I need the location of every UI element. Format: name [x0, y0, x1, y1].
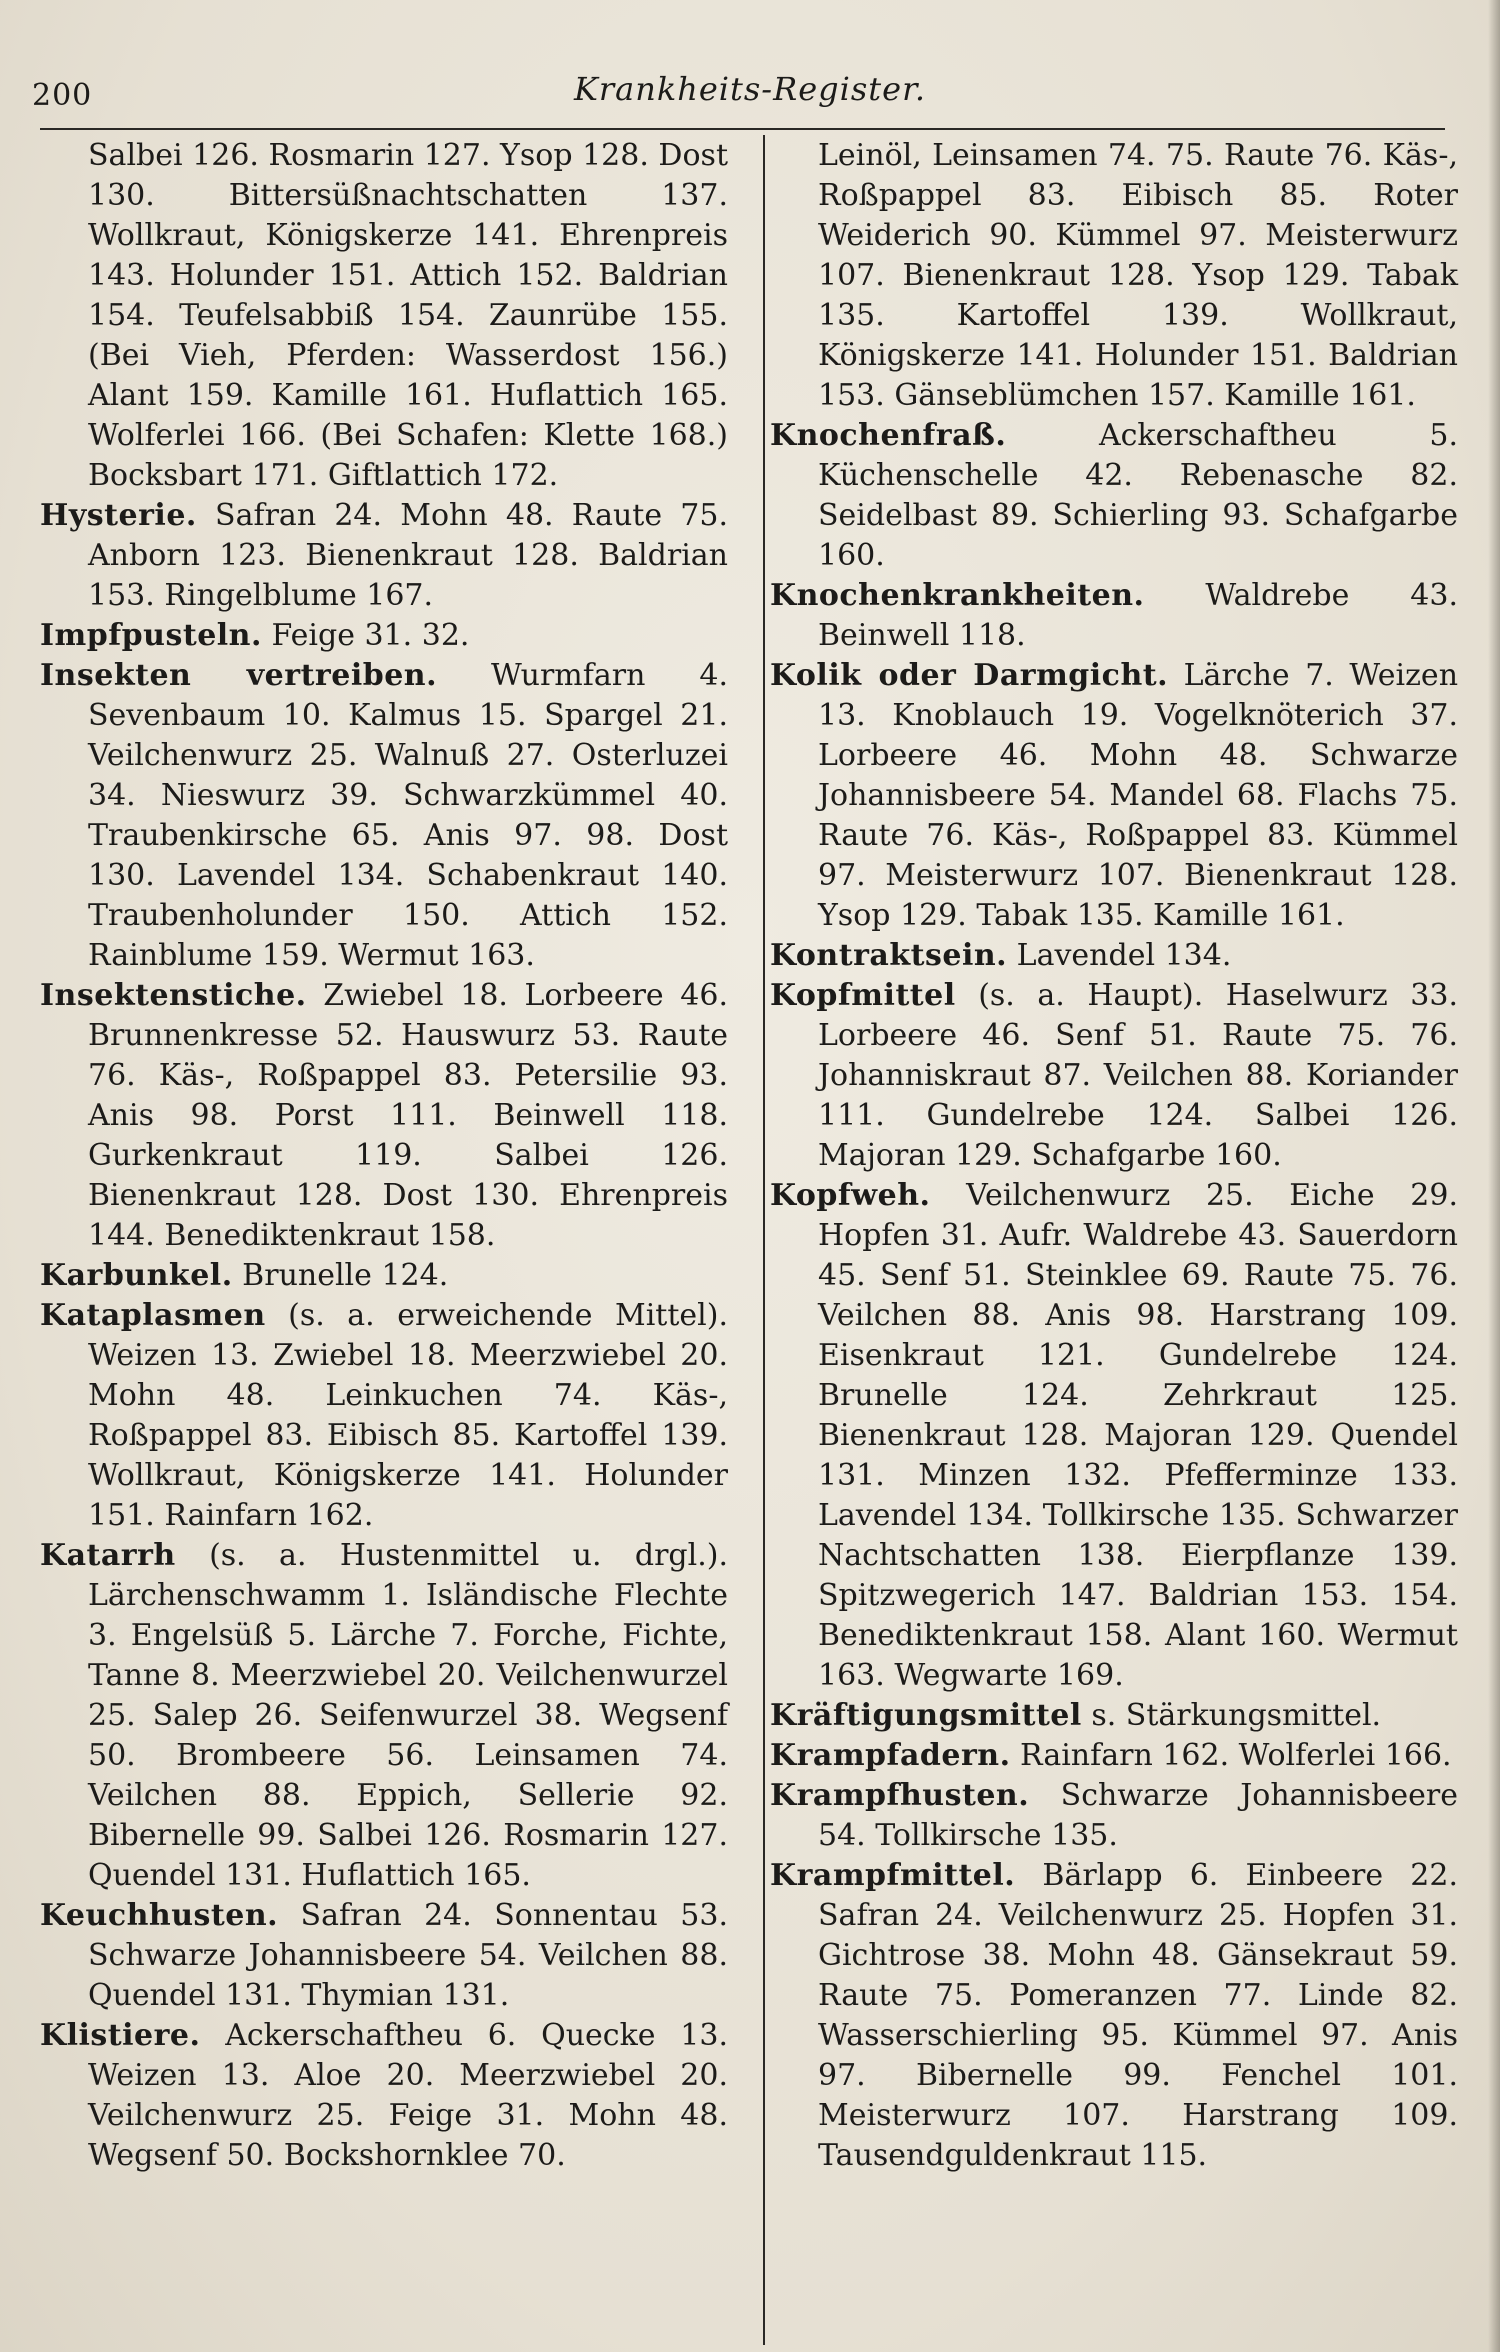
index-entry — [770, 1776, 1458, 1856]
index-entry — [40, 2016, 728, 2176]
running-title: Krankheits-Register. — [573, 70, 927, 108]
index-entry — [40, 1896, 728, 2016]
index-entry — [770, 1176, 1458, 1696]
entry-text: Zwiebel 18. Lorbeere 46. Brunnenkresse 52. Hauswurz 53. Raute 76. Käs-, Roßpappel 83. Petersilie 93. Anis 98. Porst 111. Beinwell 118. Gurkenkraut 119. Salbei 126. Bienenkraut 128. Dost 130. Ehrenpreis 144. Benediktenkraut 158. — [88, 978, 728, 1253]
index-entry — [40, 1256, 728, 1296]
entry-text: Salbei 126. Rosmarin 127. Ysop 128. Dost 130. Bittersüßnachtschatten 137. Wollkraut, Königskerze 141. Ehrenpreis 143. Holunder 151. Attich 152. Baldrian 154. Teufelsabbiß 154. Zaunrübe 155. (Bei Vieh, Pferden: Wasserdost 156.) Alant 159. Kamille 161. Huflattich 165. Wolferlei 166. (Bei Schafen: Klette 168.) Bocksbart 171. Giftlattich 172. — [88, 138, 728, 493]
page-number: 200 — [32, 78, 93, 113]
entry-text: (s. a. Hustenmittel u. drgl.). Lärchenschwamm 1. Isländische Flechte 3. Engelsüß 5. Lärche 7. Forche, Fichte, Tanne 8. Meerzwiebel 20. Veilchenwurzel 25. Salep 26. Seifenwurzel 38. Wegsenf 50. Brombeere 56. Leinsamen 74. Veilchen 88. Eppich, Sellerie 92. Bibernelle 99. Salbei 126. Rosmarin 127. Quendel 131. Huflattich 165. — [88, 1538, 728, 1893]
entry-head: Krampfmittel. — [770, 1858, 1016, 1893]
entry-head: Klistiere. — [40, 2018, 201, 2053]
entry-head: Kräftigungsmittel — [770, 1698, 1082, 1733]
entry-text: Rainfarn 162. Wolferlei 166. — [1010, 1738, 1452, 1773]
entry-head: Karbunkel. — [40, 1258, 233, 1293]
index-entry — [40, 616, 728, 656]
entry-text: Wurmfarn 4. Sevenbaum 10. Kalmus 15. Spargel 21. Veilchenwurz 25. Walnuß 27. Osterluzei 34. Nieswurz 39. Schwarzkümmel 40. Traubenkirsche 65. Anis 97. 98. Dost 130. Lavendel 134. Schabenkraut 140. Traubenholunder 150. Attich 152. Rainblume 159. Wermut 163. — [88, 658, 728, 973]
column-divider — [763, 135, 765, 2345]
index-entry — [40, 656, 728, 976]
entry-head: Impfpusteln. — [40, 618, 262, 653]
index-entry — [770, 656, 1458, 936]
entry-text: Lärche 7. Weizen 13. Knoblauch 19. Vogelknöterich 37. Lorbeere 46. Mohn 48. Schwarze Johannisbeere 54. Mandel 68. Flachs 75. Raute 76. Käs-, Roßpappel 83. Kümmel 97. Meisterwurz 107. Bienenkraut 128. Ysop 129. Tabak 135. Kamille 161. — [818, 658, 1459, 933]
entry-text: Veilchenwurz 25. Eiche 29. Hopfen 31. Aufr. Waldrebe 43. Sauerdorn 45. Senf 51. Steinklee 69. Raute 75. 76. Veilchen 88. Anis 98. Harstrang 109. Eisenkraut 121. Gundelrebe 124. Brunelle 124. Zehrkraut 125. Bienenkraut 128. Majoran 129. Quendel 131. Minzen 132. Pfefferminze 133. Lavendel 134. Tollkirsche 135. Schwarzer Nachtschatten 138. Eierpflanze 139. Spitzwegerich 147. Baldrian 153. 154. Benediktenkraut 158. Alant 160. Wermut 163. Wegwarte 169. — [818, 1178, 1458, 1693]
entry-text: Ackerschaftheu 5. Küchenschelle 42. Rebenasche 82. Seidelbast 89. Schierling 93. Schafgarbe 160. — [818, 418, 1458, 573]
entry-head: Kolik oder Darmgicht. — [770, 658, 1169, 693]
index-entry — [770, 1736, 1458, 1776]
entry-text: Schwarze Johannisbeere 54. Tollkirsche 135. — [818, 1778, 1458, 1853]
left-column — [40, 136, 728, 2176]
entry-text: (s. a. erweichende Mittel). Weizen 13. Zwiebel 18. Meerzwiebel 20. Mohn 48. Leinkuchen 74. Käs-, Roßpappel 83. Eibisch 85. Kartoffel 139. Wollkraut, Königskerze 141. Holunder 151. Rainfarn 162. — [88, 1298, 728, 1533]
continued-entry — [40, 136, 728, 496]
index-entry — [770, 576, 1458, 656]
entry-text: Waldrebe 43. Beinwell 118. — [818, 578, 1458, 653]
entry-text: Feige 31. 32. — [261, 618, 470, 653]
right-column — [770, 136, 1458, 2176]
entry-head: Knochenkrankheiten. — [770, 578, 1145, 613]
index-entry — [770, 936, 1458, 976]
entry-head: Insektenstiche. — [40, 978, 307, 1013]
entry-head: Hysterie. — [40, 498, 197, 533]
entry-text: Bärlapp 6. Einbeere 22. Safran 24. Veilchenwurz 25. Hopfen 31. Gichtrose 38. Mohn 48. Gänsekraut 59. Raute 75. Pomeranzen 77. Linde 82. Wasserschierling 95. Kümmel 97. Anis 97. Bibernelle 99. Fenchel 101. Meisterwurz 107. Harstrang 109. Tausendguldenkraut 115. — [818, 1858, 1458, 2173]
entry-head: Kontraktsein. — [770, 938, 1008, 973]
entry-head: Kopfmittel — [770, 978, 956, 1013]
entry-head: Insekten vertreiben. — [40, 658, 438, 693]
entry-head: Krampfadern. — [770, 1738, 1011, 1773]
index-entry — [40, 496, 728, 616]
index-entry — [40, 1296, 728, 1536]
entry-text: Ackerschaftheu 6. Quecke 13. Weizen 13. Aloe 20. Meerzwiebel 20. Veilchenwurz 25. Feige 31. Mohn 48. Wegsenf 50. Bockshornklee 70. — [88, 2018, 728, 2173]
entry-head: Kopfweh. — [770, 1178, 931, 1213]
entry-text: s. Stärkungsmittel. — [1081, 1698, 1382, 1733]
index-entry — [40, 1536, 728, 1896]
entry-head: Krampfhusten. — [770, 1778, 1030, 1813]
index-entry — [770, 976, 1458, 1176]
entry-head: Katarrh — [40, 1538, 176, 1573]
index-entry — [770, 416, 1458, 576]
entry-text: Safran 24. Sonnentau 53. Schwarze Johannisbeere 54. Veilchen 88. Quendel 131. Thymian 131. — [88, 1898, 728, 2013]
entry-head: Keuchhusten. — [40, 1898, 279, 1933]
entry-text: Leinöl, Leinsamen 74. 75. Raute 76. Käs-, Roßpappel 83. Eibisch 85. Roter Weiderich 90. Kümmel 97. Meisterwurz 107. Bienenkraut 128. Ysop 129. Tabak 135. Kartoffel 139. Wollkraut, Königskerze 141. Holunder 151. Baldrian 153. Gänseblümchen 157. Kamille 161. — [818, 138, 1458, 413]
entry-text: (s. a. Haupt). Haselwurz 33. Lorbeere 46. Senf 51. Raute 75. 76. Johanniskraut 87. Veilchen 88. Koriander 111. Gundelrebe 124. Salbei 126. Majoran 129. Schafgarbe 160. — [818, 978, 1458, 1173]
entry-text: Lavendel 134. — [1007, 938, 1232, 973]
page-edge-shadow — [1488, 0, 1500, 2352]
index-entry — [770, 1696, 1458, 1736]
continued-entry — [770, 136, 1458, 416]
entry-text: Brunelle 124. — [232, 1258, 449, 1293]
index-entry — [40, 976, 728, 1256]
entry-head: Knochenfraß. — [770, 418, 1007, 453]
header-rule — [40, 128, 1445, 130]
entry-head: Kataplasmen — [40, 1298, 266, 1333]
index-entry — [770, 1856, 1458, 2176]
entry-text: Safran 24. Mohn 48. Raute 75. Anborn 123. Bienenkraut 128. Baldrian 153. Ringelblume 167. — [88, 498, 728, 613]
